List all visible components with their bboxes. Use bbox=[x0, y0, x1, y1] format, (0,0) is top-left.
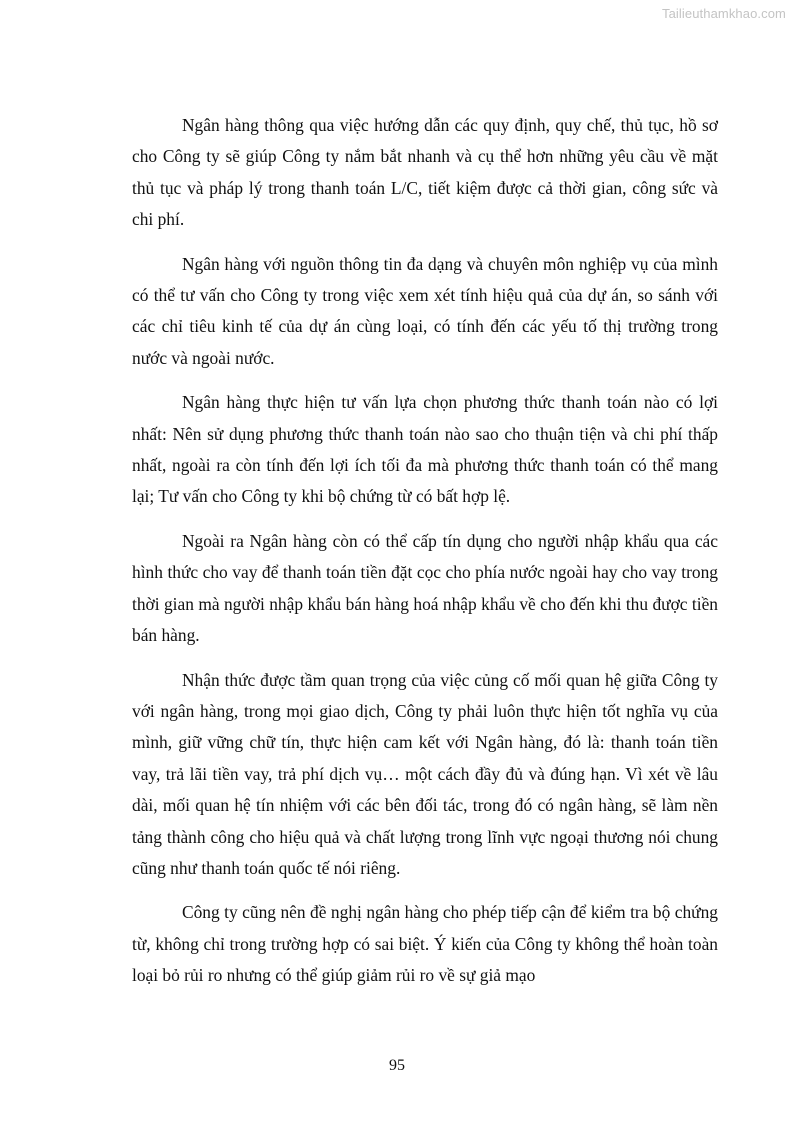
paragraph: Nhận thức được tầm quan trọng của việc củng cố mối quan hệ giữa Công ty với ngân hàng, trong mọi giao dịch, Công ty phải luôn thực hiện tốt nghĩa vụ của mình, giữ vững chữ tín, thực hiện cam kết với Ngân hàng, đó là: thanh toán tiền vay, trả lãi tiền vay, trả phí dịch vụ… một cách đầy đủ và đúng hạn. Vì xét về lâu dài, mối quan hệ tín nhiệm với các bên đối tác, trong đó có ngân hàng, sẽ làm nền tảng thành công cho hiệu quả và chất lượng trong lĩnh vực ngoại thương nói chung cũng như thanh toán quốc tế nói riêng. bbox=[132, 669, 718, 878]
watermark-text: Tailieuthamkhao.com bbox=[661, 6, 786, 21]
paragraph: Ngân hàng thực hiện tư vấn lựa chọn phương thức thanh toán nào có lợi nhất: Nên sử dụng phương thức thanh toán nào sao cho thuận tiện và chi phí thấp nhất, ngoài ra còn tính đến lợi ích tối đa mà phương thức thanh toán có thể mang lại; Tư vấn cho Công ty khi bộ chứng từ có bất hợp lệ. bbox=[132, 392, 718, 507]
paragraph: Ngoài ra Ngân hàng còn có thể cấp tín dụng cho người nhập khẩu qua các hình thức cho vay để thanh toán tiền đặt cọc cho phía nước ngoài hay cho vay trong thời gian mà người nhập khẩu bán hàng hoá nhập khẩu về cho đến khi thu được tiền bán hàng. bbox=[132, 530, 718, 646]
page-number: 95 bbox=[389, 1057, 405, 1074]
paragraph: Ngân hàng với nguồn thông tin đa dạng và chuyên môn nghiệp vụ của mình có thể tư vấn cho Công ty trong việc xem xét tính hiệu quả của dự án, so sánh với các chỉ tiêu kinh tế của dự án cùng loại, có tính đến các yếu tố thị trường trong nước và ngoài nước. bbox=[132, 253, 718, 368]
paragraph: Ngân hàng thông qua việc hướng dẫn các quy định, quy chế, thủ tục, hồ sơ cho Công ty sẽ giúp Công ty nắm bắt nhanh và cụ thể hơn những yêu cầu về mặt thủ tục và pháp lý trong thanh toán L/C, tiết kiệm được cả thời gian, công sức và chi phí. bbox=[132, 115, 718, 230]
paragraph: Công ty cũng nên đề nghị ngân hàng cho phép tiếp cận để kiểm tra bộ chứng từ, không chỉ trong trường hợp có sai biệt. Ý kiến của Công ty không thể hoàn toàn loại bỏ rủi ro nhưng có thể giúp giảm rủi ro về sự giả mạo bbox=[132, 902, 718, 986]
document-body bbox=[132, 110, 718, 1005]
